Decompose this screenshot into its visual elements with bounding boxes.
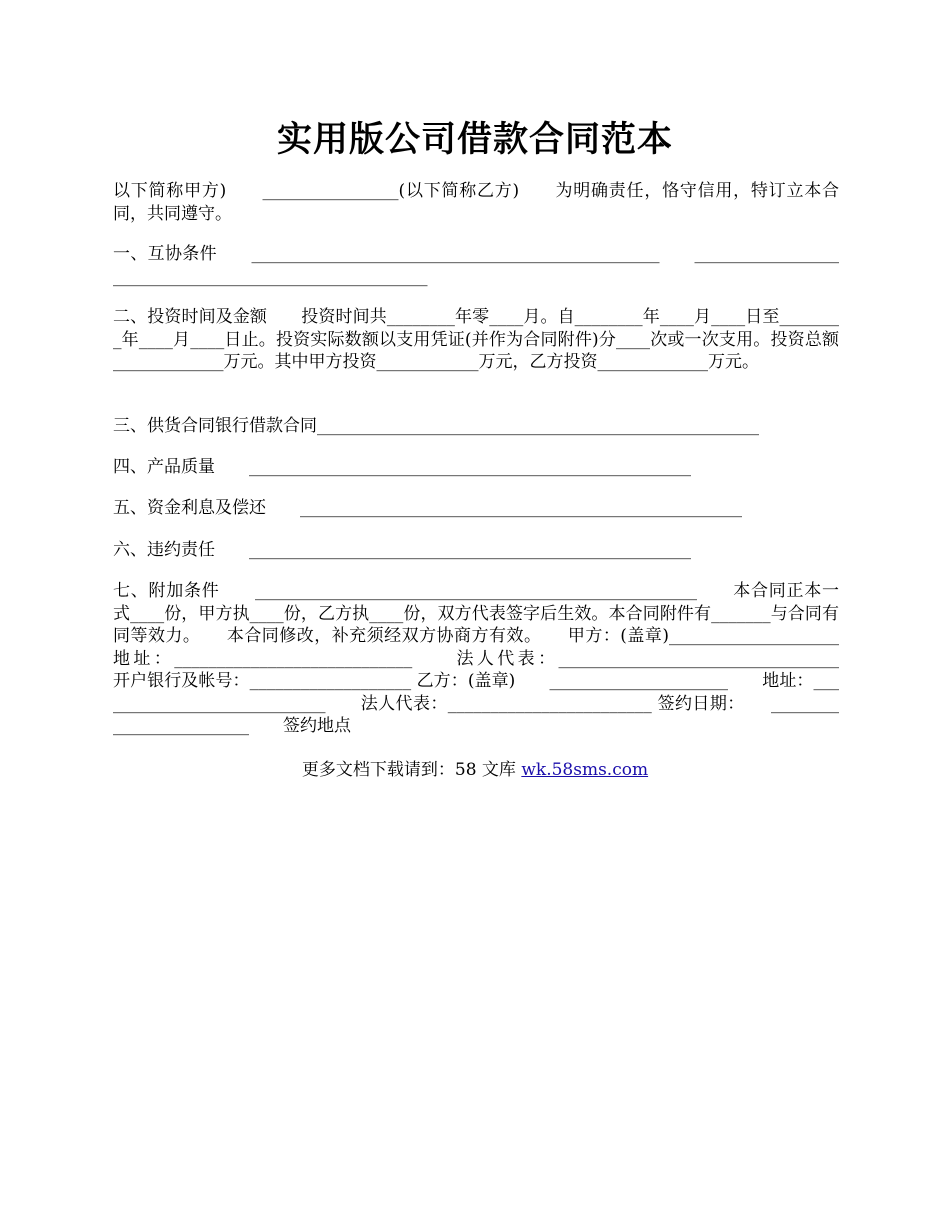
footer-text: 更多文档下载请到：58 文库 xyxy=(301,760,522,780)
document-title: 实用版公司借款合同范本 xyxy=(276,120,673,160)
section-7-paragraph: 七、附加条件 ____________________________________________________ 本合同正本一式____份，甲方执____份，乙方执____份，双方代表签字后生效。本合同附件有_______与合同有同等效力。 本合同修改，补充须经双方协商方有效。 甲方：(盖章)____________________ 地址：____________________________ 法人代表：_________________________________ 开户银行及帐号：___________________ 乙方：(盖章) _____________________ 地址：____________________________ 法人代表：________________________ 签约日期： ________________________ 签约地点 xyxy=(113,581,873,736)
section-1-paragraph: 一、互协条件 ________________________________________________ ______________________________________________________ xyxy=(113,244,839,287)
section-3-paragraph: 三、供货合同银行借款合同____________________________________________________ xyxy=(113,416,759,436)
section-4-paragraph: 四、产品质量 ____________________________________________________ xyxy=(113,457,691,477)
footer xyxy=(0,759,950,781)
section-5-paragraph: 五、资金利息及偿还 ____________________________________________________ xyxy=(113,498,742,518)
section-2-paragraph: 二、投资时间及金额 投资时间共________年零____月。自________年____月____日至________年____月____日止。投资实际数额以支用凭证(并作为合同附件)分____次或一次支用。投资总额_____________万元。其中甲方投资____________万元，乙方投资_____________万元。 xyxy=(113,307,839,372)
section-6-paragraph: 六、违约责任 ____________________________________________________ xyxy=(113,540,691,560)
intro-paragraph: 以下简称甲方) ________________(以下简称乙方) 为明确责任，恪守信用，特订立本合同，共同遵守。 xyxy=(113,181,839,224)
footer-link[interactable]: wk.58sms.com xyxy=(521,760,649,780)
